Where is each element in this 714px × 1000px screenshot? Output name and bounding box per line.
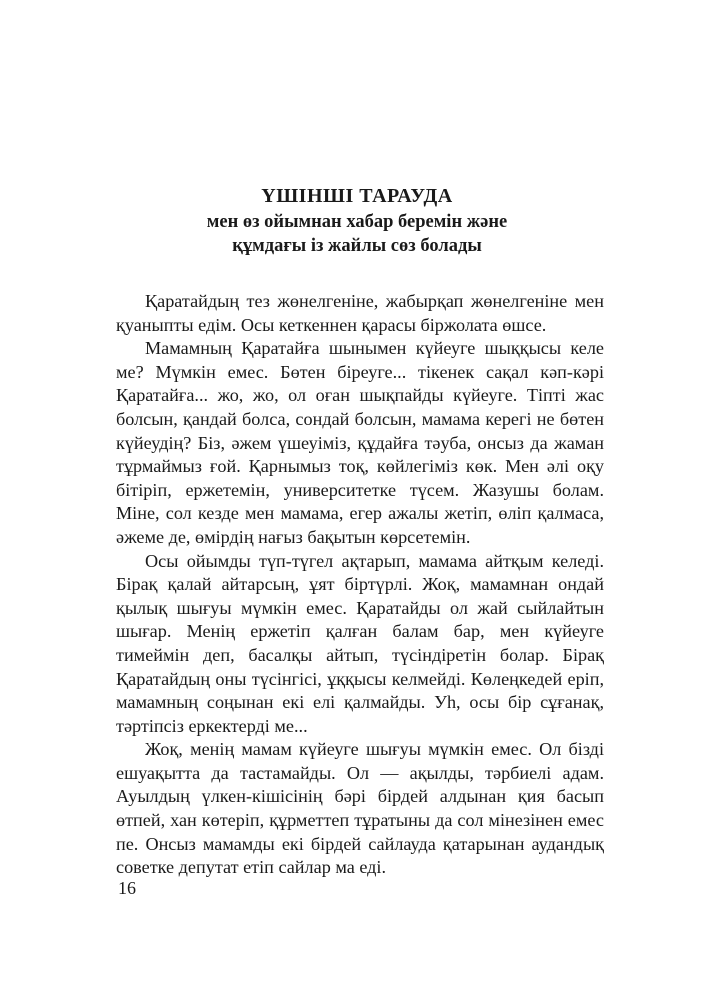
paragraph-4: Жоқ, менің мамам күйеуге шығуы мүмкін емес. Ол бізді ешуақытта да тастамайды. Ол — ақылды, тәрбиелі адам. Ауылдың үлкен-кішісінің бәрі бірдей алдынан қия басып өтпей, хан көтеріп, құрметтеп тұратыны да сол мінезінен емес пе. Онсыз мамамды екі бірдей сайлауда қатарынан аудандық советке депутат етіп сайлар ма еді. [116, 739, 604, 878]
paragraph-3: Осы ойымды түп-түгел ақтарып, мамама айтқым келеді. Бірақ қалай айтарсың, ұят біртүрлі. Жоқ, мамамнан ондай қылық шығуы мүмкін емес. Қаратайды ол жай сыйлайтын шығар. Менің ержетіп қалған балам бар, мен күйеуге тимеймін деп, басалқы айтып, түсіндіретін болар. Бірақ Қаратайдың оны түсінгісі, ұққысы келмейді. Көлеңкедей еріп, мамамның соңынан екі елі қалмайды. Уһ, осы бір сұғанақ, тәртіпсіз еркектерді ме... [116, 550, 604, 736]
body-text [116, 290, 604, 880]
page-number: 16 [118, 878, 136, 898]
chapter-subtitle-line-1: мен өз ойымнан хабар беремін және [206, 212, 508, 232]
paragraph-1: Қаратайдың тез жөнелгеніне, жабырқап жөнелгеніне мен қуаныпты едім. Осы кеткеннен қарасы біржолата өшсе. [116, 291, 604, 335]
chapter-title: ҮШІНШІ ТАРАУДА [261, 185, 453, 207]
paragraph-2: Мамамның Қаратайға шынымен күйеуге шыққысы келе ме? Мүмкін емес. Бөтен біреуге... тікенек сақал кәп-кәрі Қаратайға... жо, жо, ол оған шықпайды күйеуге. Тіпті жас болсын, қандай болса, сондай болсын, мамама керегі не бөтен күйеудің? Біз, әжем үшеуіміз, құдайға тәуба, онсыз да жаман тұрмаймыз ғой. Қарнымыз тоқ, көйлегіміз көк. Мен әлі оқу бітіріп, ержетемін, университетке түсем. Жазушы болам. Міне, сол кезде мен мамама, егер ажалы жетіп, өліп қалмаса, әжеме де, өмірдің нағыз бақытын көрсетемін. [116, 338, 604, 547]
chapter-subtitle-line-2: құмдағы із жайлы сөз болады [232, 236, 482, 256]
